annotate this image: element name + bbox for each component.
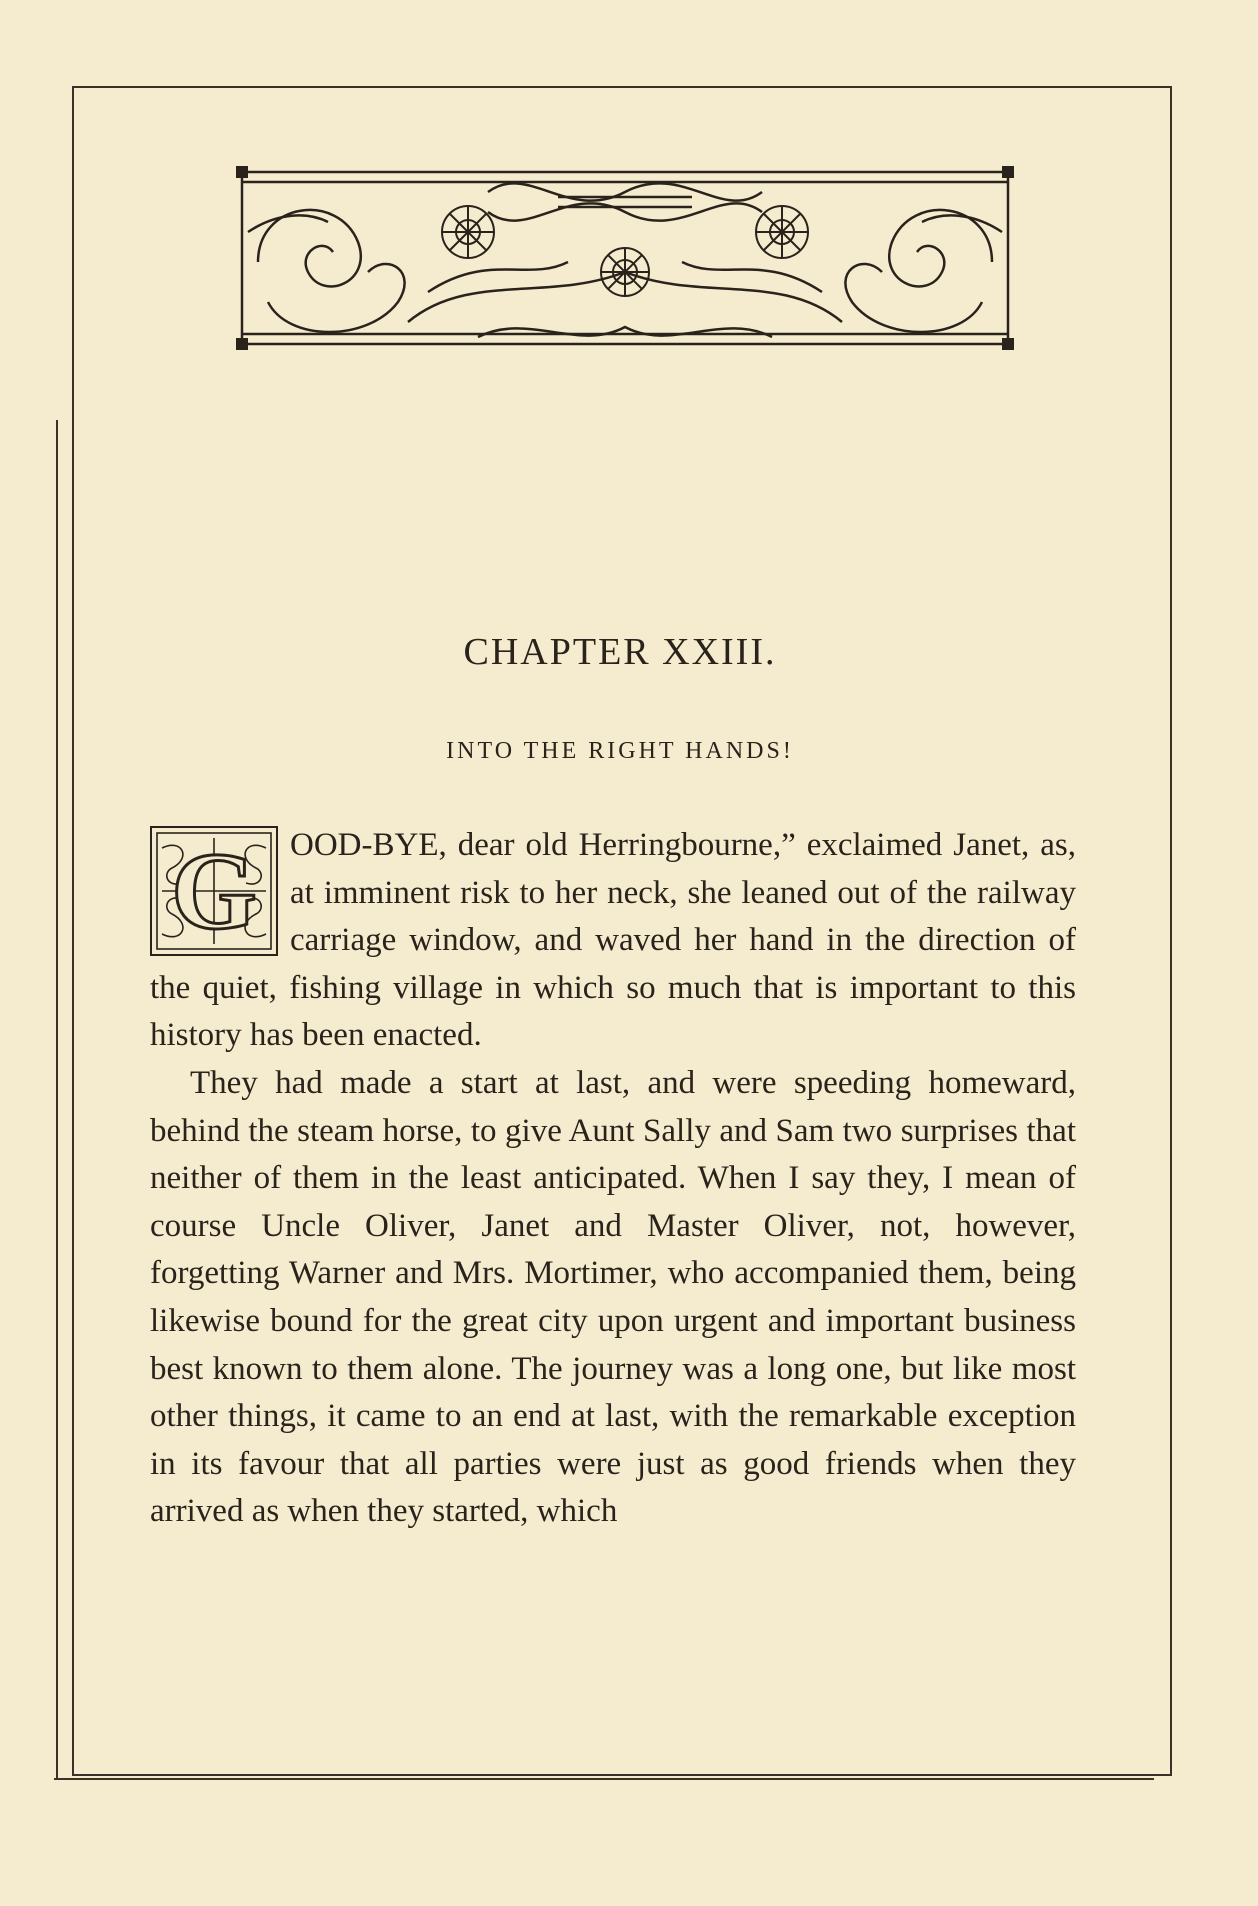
chapter-body xyxy=(150,822,1076,1536)
chapter-title: CHAPTER XXIII. xyxy=(463,631,777,673)
chapter-subtitle: INTO THE RIGHT HANDS! xyxy=(446,738,794,764)
drop-cap-letter: G xyxy=(171,830,257,952)
paragraph: They had made a start at last, and were speeding homeward, behind the steam horse, to give Aunt Sally and Sam two surprises that neither of them in the least anticipated. When I say they, I mean of course Uncle Oliver, Janet and Master Oliver, not, however, forgetting Warner and Mrs. Mortimer, who accompanied them, being likewise bound for the great city upon urgent and important business best known to them alone. The journey was a long one, but like most other things, it came to an end at last, with the remarkable exception in its favour that all parties were just as good friends when they arrived as when they started, which xyxy=(150,1064,1076,1530)
bottom-rule xyxy=(54,1778,1154,1780)
drop-cap-initial xyxy=(150,826,278,956)
ornamental-headpiece-icon xyxy=(228,152,1022,370)
paragraph: OOD-BYE, dear old Herringbourne,” exclaimed Janet, as, at imminent risk to her neck, she leaned out of the railway carriage window, and waved her hand in the direction of the quiet, fishing village in which so much that is important to this history has been enacted. xyxy=(150,827,1076,1054)
left-rule xyxy=(56,420,58,1778)
